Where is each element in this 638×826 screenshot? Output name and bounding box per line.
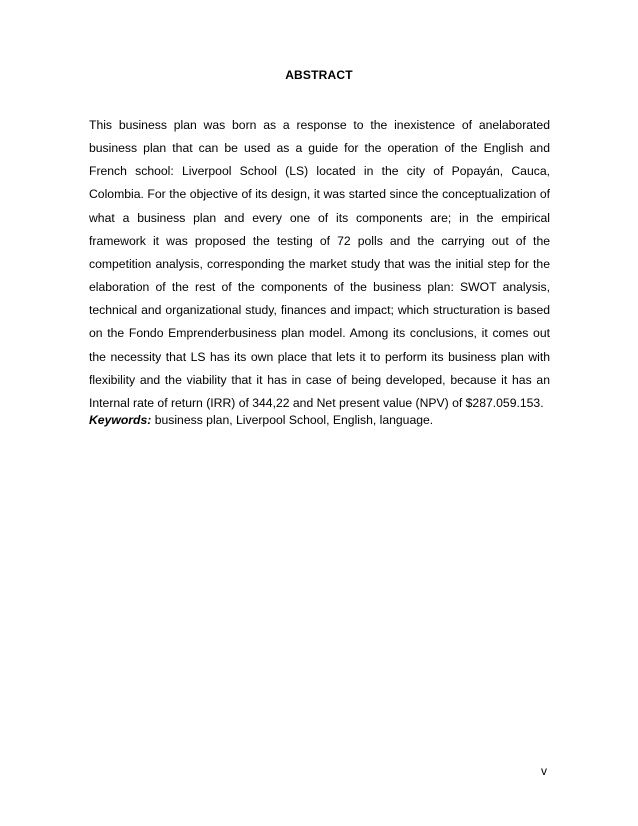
abstract-paragraph: This business plan was born as a response to the inexistence of anelaborated business plan that can be used as a guide for the operation of the English and French school: Liverpool School (LS) located in the city of Popayán, Cauca, Colombia. For the objective of its design, it was started since the conceptualization of what a business plan and every one of its components are; in the empirical framework it was proposed the testing of 72 polls and the carrying out of the competition analysis, corresponding the market study that was the initial step for the elaboration of the rest of the components of the business plan: SWOT analysis, technical and organizational study, finances and impact; which structuration is based on the Fondo Emprenderbusiness plan model. Among its conclusions, it comes out the necessity that LS has its own place that lets it to perform its business plan with flexibility and the viability that it has in case of being developed, because it has an Internal rate of return (IRR) of 344,22 and Net present value (NPV) of $287.059.153. (89, 118, 550, 410)
abstract-heading: ABSTRACT (285, 68, 353, 82)
keywords-line (89, 409, 550, 432)
keywords-label: Keywords: (89, 413, 152, 427)
page-number: v (541, 764, 547, 778)
keywords-text: business plan, Liverpool School, English, language. (151, 413, 434, 427)
